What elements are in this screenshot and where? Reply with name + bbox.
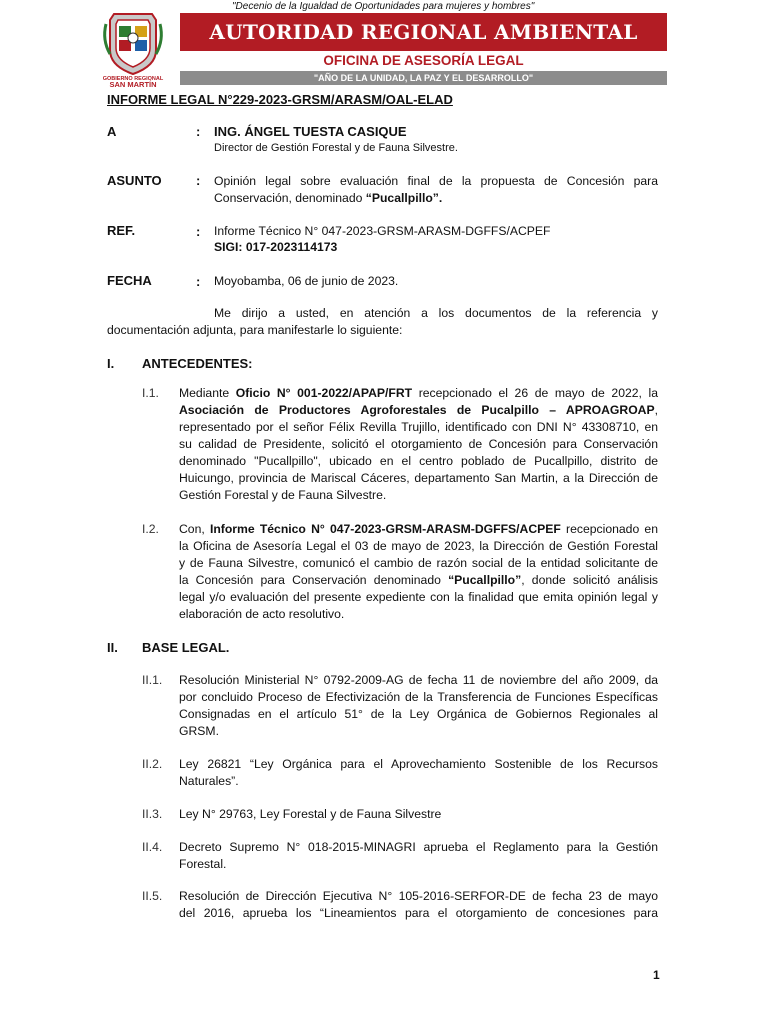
document-date: Moyobamba, 06 de junio de 2023.: [214, 274, 399, 288]
text-run-bold: Oficio N° 001-2022/APAP/FRT: [235, 386, 413, 400]
item-number: II.3.: [142, 807, 163, 821]
field-asunto-label: ASUNTO: [107, 173, 162, 188]
item-line: Naturales”.: [179, 774, 239, 788]
text-run-bold: Informe Técnico N° 047-2023-GRSM-ARASM-DGFFS/ACPEF: [209, 522, 561, 536]
motto-text: "Decenio de la Igualdad de Oportunidades para mujeres y hombres": [232, 1, 535, 12]
logo-caption-bottom: SAN MARTÍN: [109, 80, 157, 88]
asunto-line-1: Opinión legal sobre evaluación final de la propuesta de Concesión para: [214, 174, 658, 188]
field-fecha-colon: :: [196, 274, 201, 289]
reference-sigi: SIGI: 017-2023114173: [214, 240, 338, 254]
item-number: I.2.: [142, 522, 159, 536]
item-line: Resolución de Dirección Ejecutiva N° 105-2016-SERFOR-DE de fecha 23 de mayo: [179, 889, 658, 903]
item-number: II.4.: [142, 840, 163, 854]
authority-name: AUTORIDAD REGIONAL AMBIENTAL: [209, 20, 638, 44]
item-line: Huicungo, provincia de Mariscal Cáceres, departamento San Martin, a la Dirección de: [179, 471, 658, 485]
item-line: Consignadas en el artículo 51° de la Ley Orgánica de Gobiernos Regionales al: [179, 707, 658, 721]
item-number: II.5.: [142, 889, 163, 903]
base-legal-item-2: [179, 756, 658, 790]
field-ref-colon: :: [196, 224, 201, 239]
text-run: Con,: [179, 522, 210, 536]
item-line: Gestión Forestal y de Fauna Silvestre.: [179, 488, 387, 502]
coat-of-arms-icon: [100, 10, 166, 88]
item-line: Ley 26821 “Ley Orgánica para el Aprovechamiento Sostenible de los Recursos: [179, 757, 658, 771]
intro-line: documentación adjunta, para manifestarle lo siguiente:: [107, 323, 403, 337]
asunto-line-2-text: Conservación, denominado: [214, 191, 366, 205]
section-number: I.: [107, 356, 115, 371]
recipient-name: ING. ÁNGEL TUESTA CASIQUE: [214, 124, 407, 139]
item-number: II.1.: [142, 673, 163, 687]
item-line: representado por el señor Félix Revilla Trujillo, identificado con DNI N° 43308710, en: [179, 420, 658, 434]
item-line: [179, 402, 658, 419]
item-line: [179, 521, 658, 538]
base-legal-item-4: [179, 839, 658, 873]
text-run-bold: “Pucallpillo”: [448, 573, 522, 587]
intro-line: Me dirijo a usted, en atención a los documentos de la referencia y: [214, 306, 658, 320]
item-number: I.1.: [142, 386, 159, 400]
item-line: y de Fauna Silvestre, comunicó el cambio de razón social de la entidad solicitante de: [179, 556, 658, 570]
text-run: recepcionado en: [560, 522, 658, 536]
item-line: GRSM.: [179, 724, 219, 738]
field-a-label: A: [107, 124, 117, 139]
section-number: II.: [107, 640, 118, 655]
authority-banner: [180, 13, 667, 51]
item-line: del 2016, aprueba los “Lineamientos para el otorgamiento de concesiones para: [179, 906, 658, 920]
item-line: denominado "Pucallpillo", ubicado en el centro poblado de Pucallpillo, distrito de: [179, 454, 658, 468]
item-number: II.2.: [142, 757, 163, 771]
regional-government-logo: [100, 10, 166, 88]
antecedente-item-1: [179, 385, 658, 504]
text-run: Mediante: [179, 386, 236, 400]
text-run: , donde solicitó análisis: [521, 573, 658, 587]
base-legal-item-1: [179, 672, 658, 740]
item-line: su calidad de Presidente, solicitó el otorgamiento de Concesión para Conservación: [179, 437, 658, 451]
item-line: Decreto Supremo N° 018-2015-MINAGRI aprueba el Reglamento para la Gestión: [179, 840, 658, 854]
text-run: la Concesión para Conservación denominado: [179, 573, 449, 587]
field-a-colon: :: [196, 124, 201, 139]
item-line: por concluido Proceso de Efectivización de la Transferencia de Funciones Específicas: [179, 690, 658, 704]
field-ref-label: REF.: [107, 223, 136, 238]
recipient-title: Director de Gestión Forestal y de Fauna Silvestre.: [214, 142, 458, 154]
concession-name: “Pucallpillo”.: [365, 191, 443, 205]
item-line: [179, 385, 658, 402]
field-fecha-label: FECHA: [107, 273, 152, 288]
document-title: INFORME LEGAL N°229-2023-GRSM/ARASM/OAL-ELAD: [107, 92, 453, 107]
item-line: Ley N° 29763, Ley Forestal y de Fauna Silvestre: [179, 807, 442, 821]
office-name: OFICINA DE ASESORÍA LEGAL: [323, 53, 524, 68]
base-legal-item-3: [179, 806, 658, 823]
page-number: 1: [653, 968, 660, 982]
item-line: Resolución Ministerial N° 0792-2009-AG de fecha 11 de noviembre del año 2009, da: [179, 673, 658, 687]
reference-report: Informe Técnico N° 047-2023-GRSM-ARASM-DGFFS/ACPEF: [214, 224, 551, 238]
item-line: [179, 572, 658, 589]
antecedente-item-2: [179, 521, 658, 623]
section-title-antecedentes: ANTECEDENTES:: [142, 356, 253, 371]
text-run: ,: [654, 403, 658, 417]
text-run: recepcionado el 26 de mayo de 2022, la: [412, 386, 659, 400]
asunto-line-2: [214, 191, 442, 205]
base-legal-item-5: [179, 888, 658, 922]
year-slogan: "AÑO DE LA UNIDAD, LA PAZ Y EL DESARROLLO": [313, 73, 534, 83]
year-slogan-banner: [180, 71, 667, 85]
field-asunto-colon: :: [196, 173, 201, 188]
intro-paragraph: [107, 305, 658, 339]
item-line: elaboración de acto resolutivo.: [179, 607, 345, 621]
association-name: Asociación de Productores Agroforestales de Pucalpillo – APROAGROAP: [179, 403, 655, 417]
item-line: legal y/o evaluación del presente expediente con la finalidad que emita opinión legal y: [179, 590, 658, 604]
logo-caption-top: GOBIERNO REGIONAL: [102, 76, 164, 82]
section-title-base-legal: BASE LEGAL.: [142, 640, 230, 655]
item-line: la Oficina de Asesoría Legal el 03 de mayo de 2023, la Dirección de Gestión Forestal: [179, 539, 658, 553]
item-line: Forestal.: [179, 857, 227, 871]
